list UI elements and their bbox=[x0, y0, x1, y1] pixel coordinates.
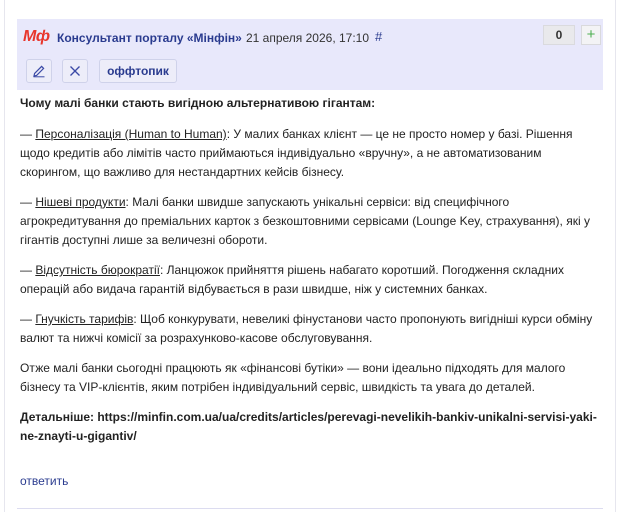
point-text: : Ланцюжок прийняття рішень набагато коротший. Погодження складних операцій або видача гарантій відбувається в рази швидше, ніж у системних банках. bbox=[20, 263, 564, 296]
post-title: Чому малі банки стають вигідною альтернативою гігантам: bbox=[20, 96, 376, 110]
reply-link[interactable]: ответить bbox=[20, 474, 69, 488]
frame-border-left bbox=[4, 0, 5, 512]
list-item bbox=[20, 261, 600, 299]
list-item bbox=[20, 310, 600, 348]
author-link[interactable]: Консультант порталу «Мінфін» bbox=[57, 31, 242, 45]
close-icon bbox=[68, 64, 82, 78]
list-item bbox=[20, 125, 600, 182]
upvote-button[interactable]: + bbox=[581, 25, 601, 45]
point-term: Гнучкість тарифів bbox=[35, 312, 134, 326]
point-text: : У малих банках клієнт — це не просто номер у базі. Рішення щодо кредитів або лімітів часто приймаються індивідуально «вручну», а не автоматизованим скорингом, що важливо для нестандартних кейсів бізнесу. bbox=[20, 127, 573, 179]
dash: — bbox=[20, 127, 36, 141]
point-text: : Щоб конкурувати, невеликі фінустанови часто пропонують вигідніші курси обміну валют та нижчі комісії за розрахунково-касове обслуговування. bbox=[20, 312, 593, 345]
point-term: Відсутність бюрократії bbox=[35, 263, 160, 277]
point-term: Нішеві продукти bbox=[35, 195, 126, 209]
permalink-hash[interactable]: # bbox=[375, 29, 383, 44]
edit-button[interactable] bbox=[26, 59, 52, 83]
dash: — bbox=[20, 263, 36, 277]
list-item bbox=[20, 193, 600, 250]
details-link-text: Детальніше: https://minfin.com.ua/ua/credits/articles/perevagi-nevelikih-bankiv-unikalni-servisi-yaki-ne-znayti-u-gigantiv/ bbox=[20, 410, 597, 443]
frame-border-right bbox=[615, 0, 616, 512]
pencil-icon bbox=[32, 64, 46, 78]
comment-header bbox=[17, 19, 603, 90]
conclusion-text: Отже малі банки сьогодні працюють як «фінансові бутіки» — вони ідеально підходять для малого бізнесу та VIP-клієнтів, яким потрібен індивідуальний сервіс, швидкість та увага до деталей. bbox=[20, 361, 566, 394]
delete-button[interactable] bbox=[62, 59, 88, 83]
rating-score: 0 bbox=[543, 25, 575, 45]
dash: — bbox=[20, 195, 36, 209]
minfin-logo: Мф bbox=[23, 28, 50, 45]
point-term: Персоналізація (Human to Human) bbox=[35, 127, 227, 141]
point-text: : Малі банки швидше запускають унікальні сервіси: від специфічного агрокредитування до преміальних карток з безкоштовними сервісами (Lounge Key, страхування), які у гігантів доступні лише за величезні обороти. bbox=[20, 195, 590, 247]
offtopic-button[interactable]: оффтопик bbox=[99, 59, 177, 83]
dash: — bbox=[20, 312, 36, 326]
divider bbox=[17, 508, 603, 509]
comment-body bbox=[20, 94, 600, 457]
comment-datetime: 21 апреля 2026, 17:10 bbox=[246, 31, 370, 45]
